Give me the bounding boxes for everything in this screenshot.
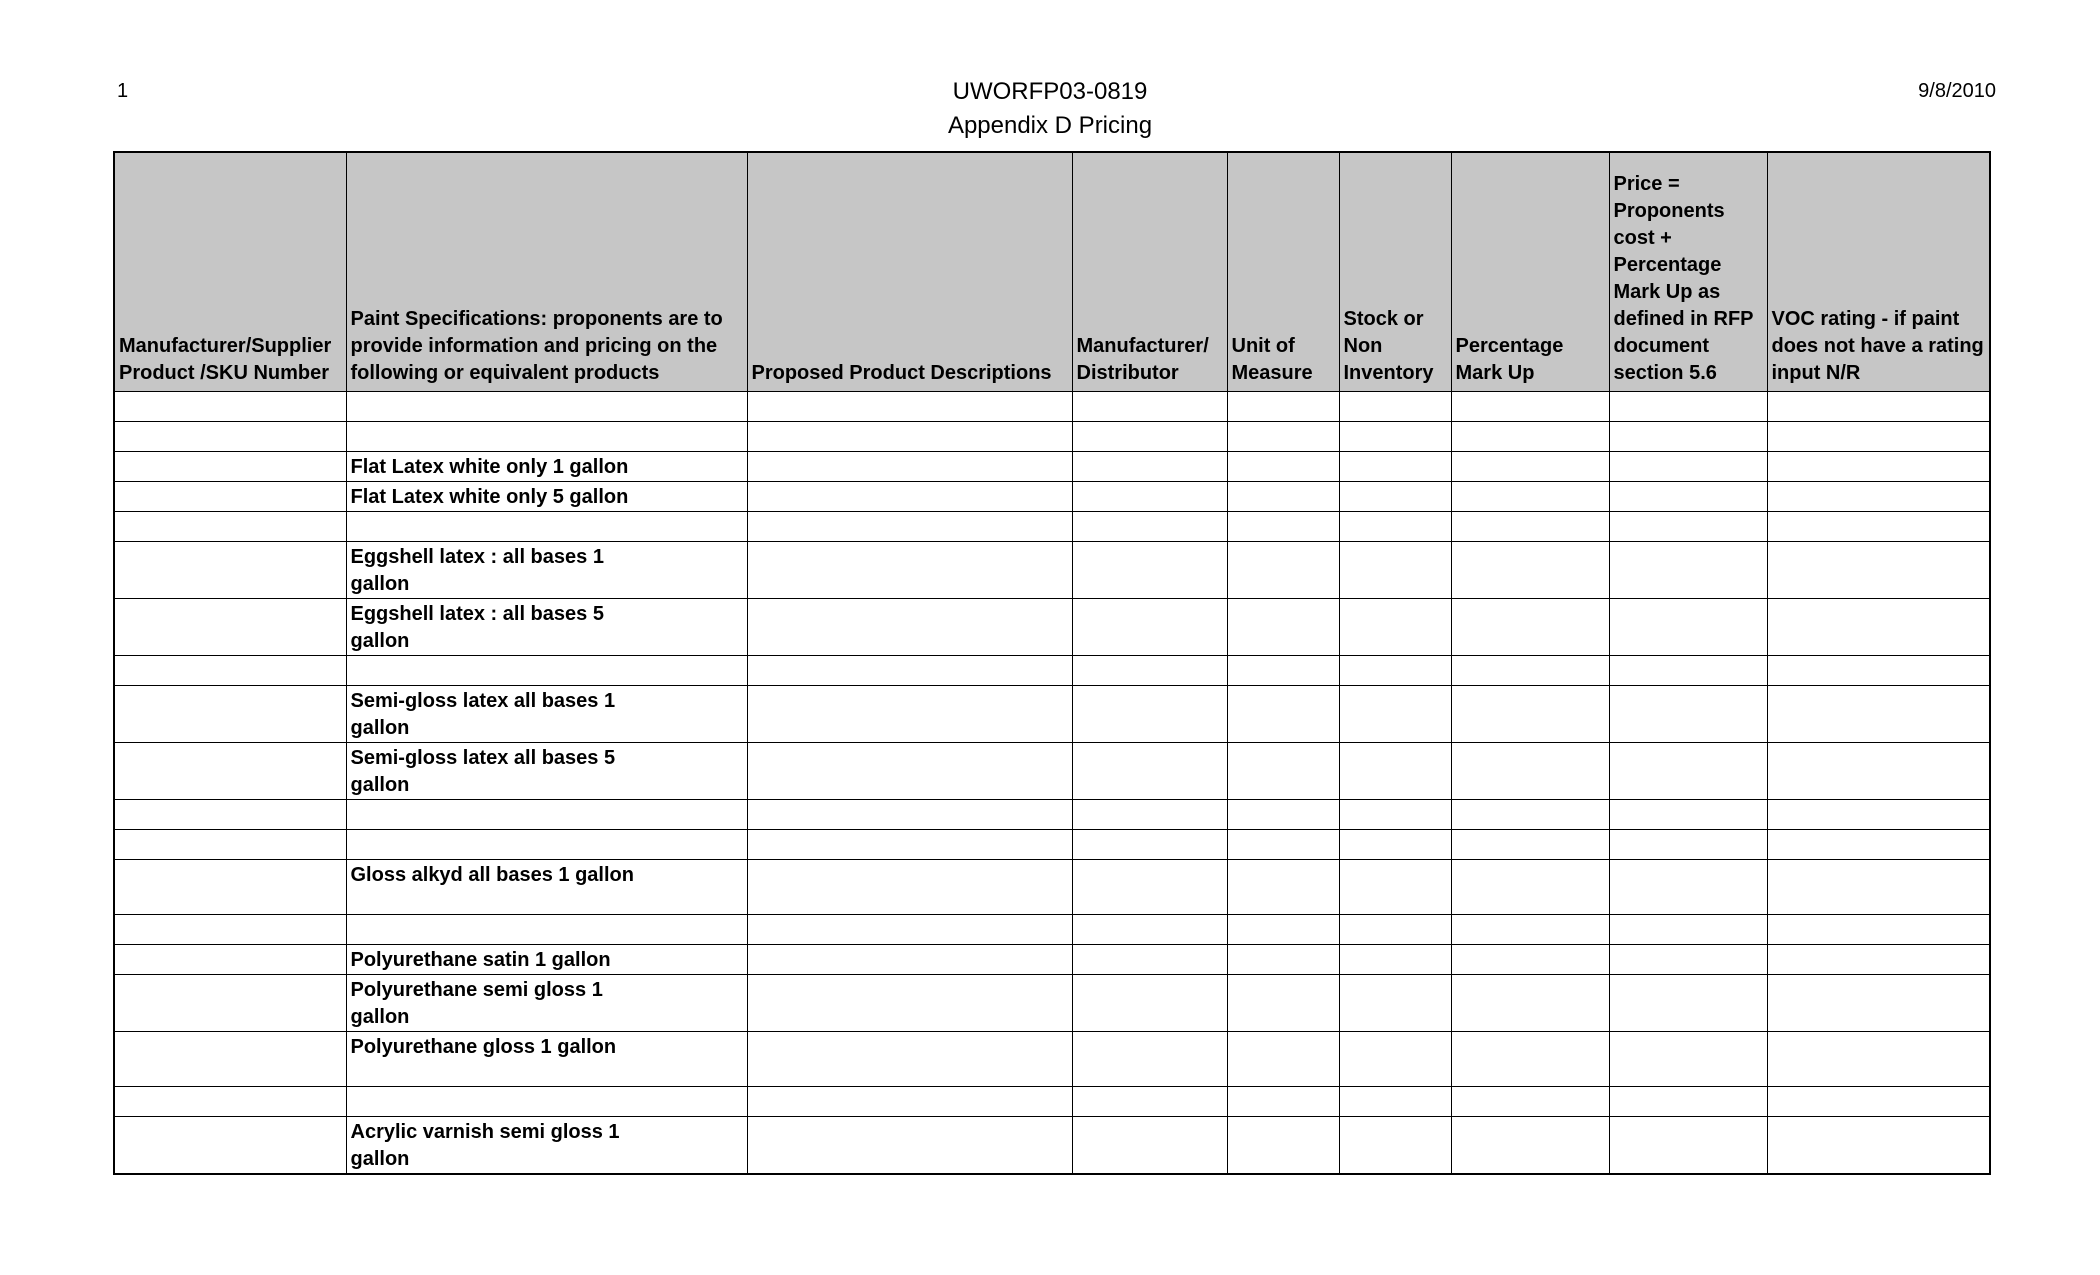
stock-cell[interactable] <box>1339 830 1451 860</box>
sku-cell[interactable] <box>114 915 346 945</box>
markup-cell[interactable] <box>1451 945 1609 975</box>
markup-cell[interactable] <box>1451 915 1609 945</box>
stock-cell[interactable] <box>1339 945 1451 975</box>
unit-cell[interactable] <box>1227 482 1339 512</box>
voc-cell[interactable] <box>1767 800 1990 830</box>
unit-cell[interactable] <box>1227 743 1339 800</box>
sku-cell[interactable] <box>114 1087 346 1117</box>
manufacturer-cell[interactable] <box>1072 975 1227 1032</box>
unit-cell[interactable] <box>1227 830 1339 860</box>
unit-cell[interactable] <box>1227 452 1339 482</box>
spec-cell <box>346 392 747 422</box>
spec-cell <box>346 422 747 452</box>
pricing-table <box>113 151 1991 1175</box>
unit-cell[interactable] <box>1227 800 1339 830</box>
spec-cell <box>346 1087 747 1117</box>
price-cell[interactable] <box>1609 1117 1767 1175</box>
voc-cell[interactable] <box>1767 830 1990 860</box>
price-cell[interactable] <box>1609 975 1767 1032</box>
table-row <box>114 800 1990 830</box>
table-row <box>114 599 1990 656</box>
stock-cell[interactable] <box>1339 743 1451 800</box>
spec-cell: Polyurethane semi gloss 1 gallon <box>346 975 747 1032</box>
table-row <box>114 422 1990 452</box>
voc-cell[interactable] <box>1767 482 1990 512</box>
markup-cell[interactable] <box>1451 392 1609 422</box>
spec-cell: Flat Latex white only 5 gallon <box>346 482 747 512</box>
unit-cell[interactable] <box>1227 975 1339 1032</box>
sku-cell[interactable] <box>114 392 346 422</box>
sku-cell[interactable] <box>114 656 346 686</box>
manufacturer-cell[interactable] <box>1072 599 1227 656</box>
document-subtitle: Appendix D Pricing <box>947 112 1153 139</box>
manufacturer-cell[interactable] <box>1072 1117 1227 1175</box>
spec-cell: Polyurethane gloss 1 gallon <box>346 1032 747 1087</box>
markup-cell[interactable] <box>1451 1032 1609 1087</box>
unit-cell[interactable] <box>1227 860 1339 915</box>
voc-cell[interactable] <box>1767 860 1990 915</box>
description-cell[interactable] <box>747 656 1072 686</box>
voc-cell[interactable] <box>1767 542 1990 599</box>
sku-cell[interactable] <box>114 452 346 482</box>
table-row <box>114 830 1990 860</box>
stock-cell[interactable] <box>1339 482 1451 512</box>
markup-cell[interactable] <box>1451 656 1609 686</box>
price-cell[interactable] <box>1609 800 1767 830</box>
voc-cell[interactable] <box>1767 512 1990 542</box>
spec-cell <box>346 915 747 945</box>
description-cell[interactable] <box>747 1117 1072 1175</box>
spec-cell: Gloss alkyd all bases 1 gallon <box>346 860 747 915</box>
spec-cell <box>346 830 747 860</box>
manufacturer-cell[interactable] <box>1072 422 1227 452</box>
manufacturer-cell[interactable] <box>1072 392 1227 422</box>
voc-cell[interactable] <box>1767 975 1990 1032</box>
table-row <box>114 1087 1990 1117</box>
voc-cell[interactable] <box>1767 452 1990 482</box>
sku-cell[interactable] <box>114 599 346 656</box>
table-row <box>114 542 1990 599</box>
table-row <box>114 686 1990 743</box>
unit-cell[interactable] <box>1227 1087 1339 1117</box>
sku-cell[interactable] <box>114 482 346 512</box>
voc-cell[interactable] <box>1767 945 1990 975</box>
sku-cell[interactable] <box>114 1117 346 1175</box>
markup-cell[interactable] <box>1451 743 1609 800</box>
unit-cell[interactable] <box>1227 422 1339 452</box>
sku-cell[interactable] <box>114 686 346 743</box>
header-row <box>114 152 1990 392</box>
table-row <box>114 860 1990 915</box>
stock-cell[interactable] <box>1339 452 1451 482</box>
col-header-stock: Stock or Non Inventory <box>1339 152 1451 392</box>
markup-cell[interactable] <box>1451 452 1609 482</box>
table-row <box>114 915 1990 945</box>
sku-cell[interactable] <box>114 422 346 452</box>
unit-cell[interactable] <box>1227 542 1339 599</box>
unit-cell[interactable] <box>1227 656 1339 686</box>
table-row <box>114 392 1990 422</box>
table-row <box>114 656 1990 686</box>
price-cell[interactable] <box>1609 830 1767 860</box>
description-cell[interactable] <box>747 1087 1072 1117</box>
stock-cell[interactable] <box>1339 1032 1451 1087</box>
voc-cell[interactable] <box>1767 686 1990 743</box>
stock-cell[interactable] <box>1339 542 1451 599</box>
voc-cell[interactable] <box>1767 915 1990 945</box>
sku-cell[interactable] <box>114 800 346 830</box>
table-body <box>114 392 1990 1175</box>
manufacturer-cell[interactable] <box>1072 512 1227 542</box>
sku-cell[interactable] <box>114 975 346 1032</box>
stock-cell[interactable] <box>1339 599 1451 656</box>
voc-cell[interactable] <box>1767 1032 1990 1087</box>
description-cell[interactable] <box>747 800 1072 830</box>
manufacturer-cell[interactable] <box>1072 1032 1227 1087</box>
col-header-markup: Percentage Mark Up <box>1451 152 1609 392</box>
spec-cell: Semi-gloss latex all bases 5 gallon <box>346 743 747 800</box>
sku-cell[interactable] <box>114 743 346 800</box>
document-title: UWORFP03-0819 <box>952 78 1148 105</box>
col-header-price: Price = Proponents cost + Percentage Mark Up as defined in RFP document section 5.6 <box>1609 152 1767 392</box>
voc-cell[interactable] <box>1767 1087 1990 1117</box>
page-number: 1 <box>117 80 129 102</box>
col-header-manufacturer: Manufacturer/ Distributor <box>1072 152 1227 392</box>
manufacturer-cell[interactable] <box>1072 482 1227 512</box>
description-cell[interactable] <box>747 542 1072 599</box>
col-header-proposed-description: Proposed Product Descriptions <box>747 152 1072 392</box>
sku-cell[interactable] <box>114 860 346 915</box>
voc-cell[interactable] <box>1767 1117 1990 1175</box>
manufacturer-cell[interactable] <box>1072 452 1227 482</box>
description-cell[interactable] <box>747 860 1072 915</box>
description-cell[interactable] <box>747 512 1072 542</box>
voc-cell[interactable] <box>1767 656 1990 686</box>
col-header-voc-rating: VOC rating - if paint does not have a rating input N/R <box>1767 152 1990 392</box>
table-row <box>114 482 1990 512</box>
manufacturer-cell[interactable] <box>1072 860 1227 915</box>
stock-cell[interactable] <box>1339 512 1451 542</box>
unit-cell[interactable] <box>1227 945 1339 975</box>
description-cell[interactable] <box>747 482 1072 512</box>
stock-cell[interactable] <box>1339 975 1451 1032</box>
table-row <box>114 512 1990 542</box>
unit-cell[interactable] <box>1227 599 1339 656</box>
price-cell[interactable] <box>1609 482 1767 512</box>
stock-cell[interactable] <box>1339 1117 1451 1175</box>
manufacturer-cell[interactable] <box>1072 830 1227 860</box>
spec-cell: Semi-gloss latex all bases 1 gallon <box>346 686 747 743</box>
unit-cell[interactable] <box>1227 1117 1339 1175</box>
stock-cell[interactable] <box>1339 860 1451 915</box>
description-cell[interactable] <box>747 686 1072 743</box>
description-cell[interactable] <box>747 945 1072 975</box>
sku-cell[interactable] <box>114 830 346 860</box>
description-cell[interactable] <box>747 830 1072 860</box>
sku-cell[interactable] <box>114 512 346 542</box>
spec-cell <box>346 512 747 542</box>
stock-cell[interactable] <box>1339 656 1451 686</box>
voc-cell[interactable] <box>1767 392 1990 422</box>
table-row <box>114 1117 1990 1175</box>
manufacturer-cell[interactable] <box>1072 915 1227 945</box>
stock-cell[interactable] <box>1339 686 1451 743</box>
description-cell[interactable] <box>747 422 1072 452</box>
manufacturer-cell[interactable] <box>1072 800 1227 830</box>
price-cell[interactable] <box>1609 392 1767 422</box>
sku-cell[interactable] <box>114 542 346 599</box>
price-cell[interactable] <box>1609 1087 1767 1117</box>
markup-cell[interactable] <box>1451 542 1609 599</box>
col-header-sku: Manufacturer/Supplier Product /SKU Number <box>114 152 346 392</box>
table-row <box>114 452 1990 482</box>
markup-cell[interactable] <box>1451 800 1609 830</box>
unit-cell[interactable] <box>1227 1032 1339 1087</box>
unit-cell[interactable] <box>1227 512 1339 542</box>
stock-cell[interactable] <box>1339 1087 1451 1117</box>
price-cell[interactable] <box>1609 656 1767 686</box>
stock-cell[interactable] <box>1339 915 1451 945</box>
table-row <box>114 743 1990 800</box>
manufacturer-cell[interactable] <box>1072 686 1227 743</box>
manufacturer-cell[interactable] <box>1072 542 1227 599</box>
col-header-paint-spec: Paint Specifications: proponents are to provide information and pricing on the following or equivalent products <box>346 152 747 392</box>
price-cell[interactable] <box>1609 599 1767 656</box>
price-cell[interactable] <box>1609 452 1767 482</box>
spec-cell: Polyurethane satin 1 gallon <box>346 945 747 975</box>
document-date: 9/8/2010 <box>1918 80 1996 102</box>
table-row <box>114 975 1990 1032</box>
table-row <box>114 945 1990 975</box>
unit-cell[interactable] <box>1227 392 1339 422</box>
col-header-unit-of-measure: Unit of Measure <box>1227 152 1339 392</box>
manufacturer-cell[interactable] <box>1072 1087 1227 1117</box>
table-row <box>114 1032 1990 1087</box>
description-cell[interactable] <box>747 392 1072 422</box>
spec-cell <box>346 800 747 830</box>
unit-cell[interactable] <box>1227 915 1339 945</box>
markup-cell[interactable] <box>1451 482 1609 512</box>
sku-cell[interactable] <box>114 1032 346 1087</box>
markup-cell[interactable] <box>1451 686 1609 743</box>
description-cell[interactable] <box>747 975 1072 1032</box>
manufacturer-cell[interactable] <box>1072 945 1227 975</box>
voc-cell[interactable] <box>1767 743 1990 800</box>
price-cell[interactable] <box>1609 542 1767 599</box>
unit-cell[interactable] <box>1227 686 1339 743</box>
price-cell[interactable] <box>1609 915 1767 945</box>
markup-cell[interactable] <box>1451 975 1609 1032</box>
markup-cell[interactable] <box>1451 599 1609 656</box>
price-cell[interactable] <box>1609 743 1767 800</box>
description-cell[interactable] <box>747 743 1072 800</box>
voc-cell[interactable] <box>1767 422 1990 452</box>
price-cell[interactable] <box>1609 512 1767 542</box>
description-cell[interactable] <box>747 599 1072 656</box>
markup-cell[interactable] <box>1451 830 1609 860</box>
spec-cell <box>346 656 747 686</box>
spec-cell: Eggshell latex : all bases 5 gallon <box>346 599 747 656</box>
stock-cell[interactable] <box>1339 392 1451 422</box>
markup-cell[interactable] <box>1451 860 1609 915</box>
description-cell[interactable] <box>747 915 1072 945</box>
markup-cell[interactable] <box>1451 422 1609 452</box>
price-cell[interactable] <box>1609 860 1767 915</box>
price-cell[interactable] <box>1609 686 1767 743</box>
markup-cell[interactable] <box>1451 1087 1609 1117</box>
stock-cell[interactable] <box>1339 800 1451 830</box>
price-cell[interactable] <box>1609 1032 1767 1087</box>
description-cell[interactable] <box>747 1032 1072 1087</box>
manufacturer-cell[interactable] <box>1072 743 1227 800</box>
voc-cell[interactable] <box>1767 599 1990 656</box>
markup-cell[interactable] <box>1451 512 1609 542</box>
spec-cell: Eggshell latex : all bases 1 gallon <box>346 542 747 599</box>
markup-cell[interactable] <box>1451 1117 1609 1175</box>
description-cell[interactable] <box>747 452 1072 482</box>
price-cell[interactable] <box>1609 422 1767 452</box>
manufacturer-cell[interactable] <box>1072 656 1227 686</box>
stock-cell[interactable] <box>1339 422 1451 452</box>
price-cell[interactable] <box>1609 945 1767 975</box>
spec-cell: Acrylic varnish semi gloss 1 gallon <box>346 1117 747 1175</box>
spec-cell: Flat Latex white only 1 gallon <box>346 452 747 482</box>
sku-cell[interactable] <box>114 945 346 975</box>
